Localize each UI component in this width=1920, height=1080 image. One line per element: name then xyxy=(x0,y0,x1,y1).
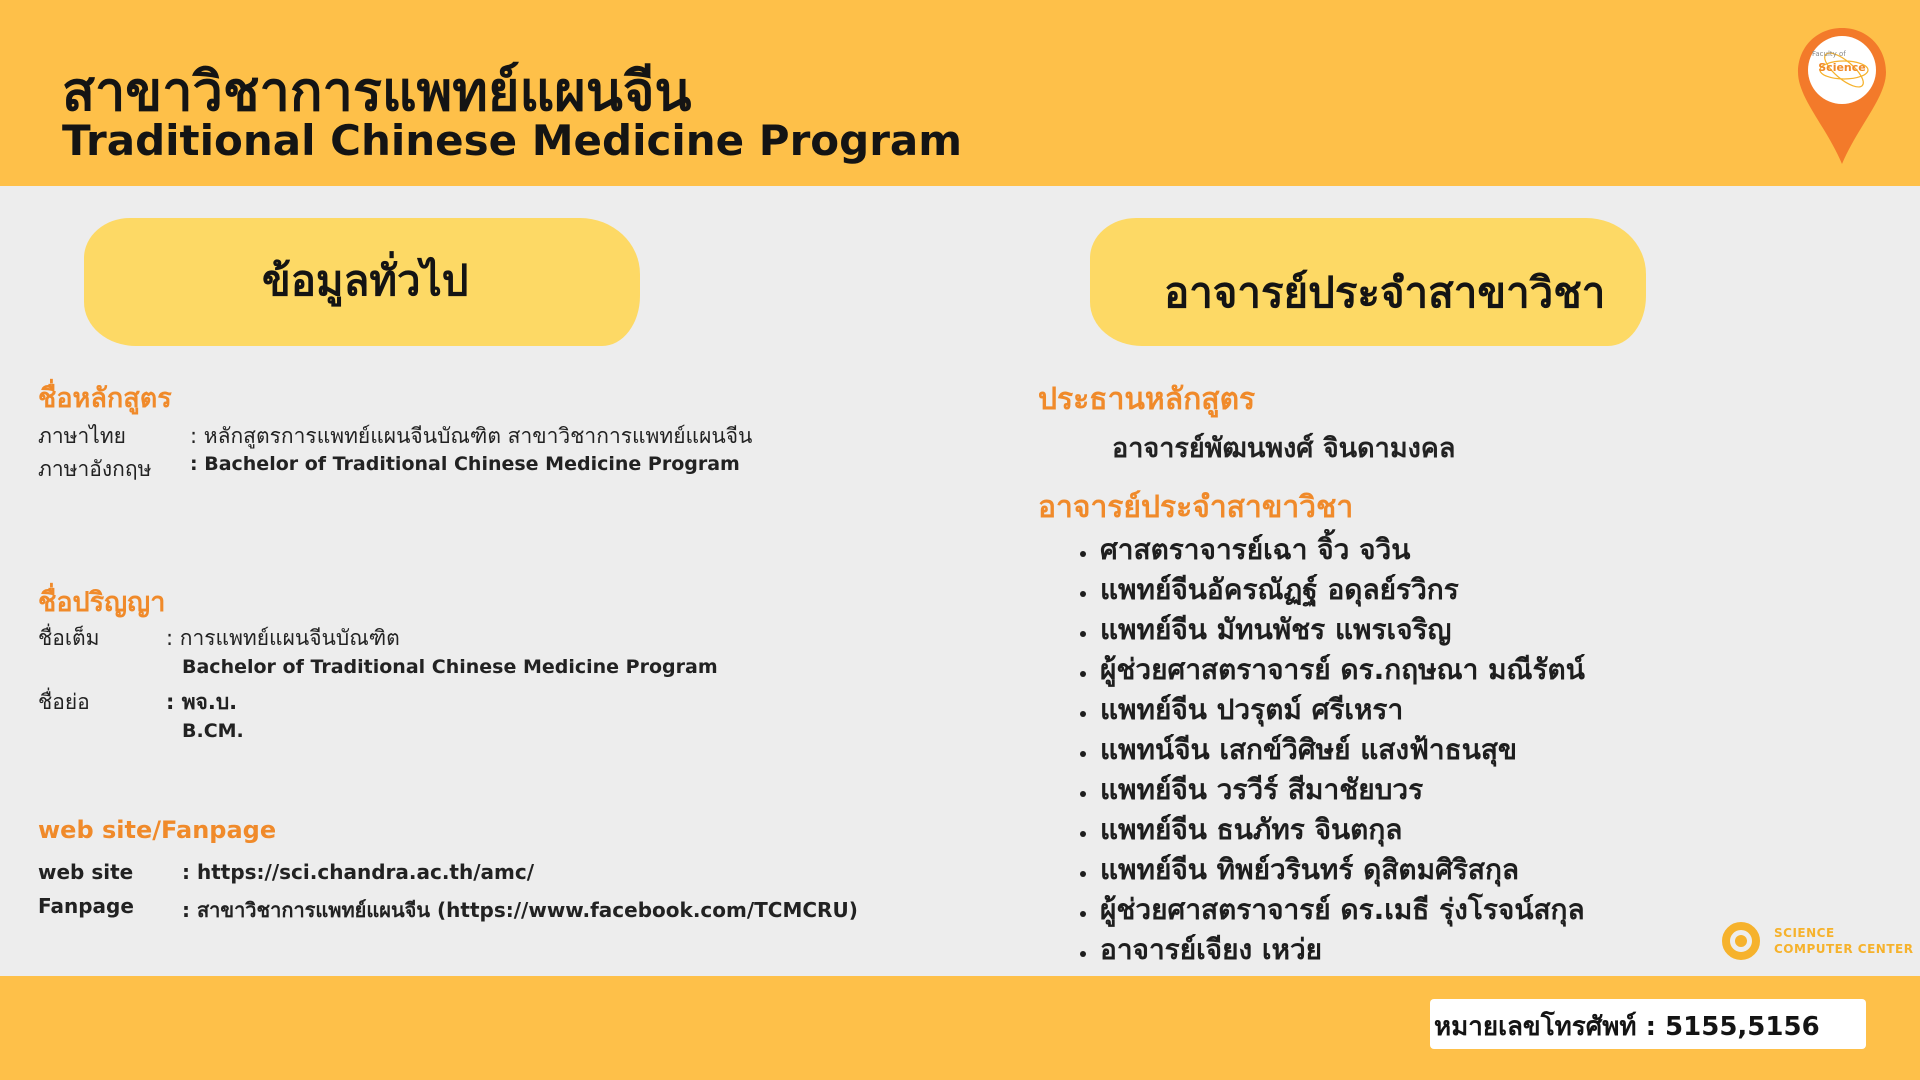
faculty-list xyxy=(1078,530,1585,970)
phone-number: หมายเลขโทรศัพท์ : 5155,5156 xyxy=(1434,1012,1820,1042)
english-name-value: : Bachelor of Traditional Chinese Medicine Program xyxy=(190,453,740,475)
general-info-title: ข้อมูลทั่วไป xyxy=(262,256,469,305)
list-item: ศาสตราจารย์เฉา จิ้ว จวิน xyxy=(1078,530,1585,570)
full-degree-value-thai: : การแพทย์แผนจีนบัณฑิต xyxy=(166,626,400,650)
logo-text: Science xyxy=(1818,61,1866,74)
website-label: web site xyxy=(38,860,134,884)
curriculum-name-heading: ชื่อหลักสูตร xyxy=(38,383,172,414)
list-item: แพทย์จีนอัครณัฏฐ์ อดุลย์รวิกร xyxy=(1078,570,1585,610)
page-title-thai: สาขาวิชาการแพทย์แผนจีน xyxy=(62,60,692,123)
english-name-label: ภาษาอังกฤษ xyxy=(38,457,152,481)
degree-name-heading: ชื่อปริญญา xyxy=(38,587,166,618)
list-item: ผู้ช่วยศาสตราจารย์ ดร.กฤษณา มณีรัตน์ xyxy=(1078,650,1585,690)
short-degree-label: ชื่อย่อ xyxy=(38,690,90,714)
page-title-english: Traditional Chinese Medicine Program xyxy=(62,116,963,165)
list-item: แพทย์จีน วรวีร์ สีมาชัยบวร xyxy=(1078,770,1585,810)
website-link[interactable]: : https://sci.chandra.ac.th/amc/ xyxy=(182,860,535,884)
full-degree-label: ชื่อเต็ม xyxy=(38,626,100,650)
list-item: แพทย์จีน มัทนพัชร แพรเจริญ xyxy=(1078,610,1585,650)
list-item: แพทย์จีน ทิพย์วรินทร์ ดุสิตมศิริสกุล xyxy=(1078,850,1585,890)
list-item: แพทย์จีน ธนภัทร จินตกุล xyxy=(1078,810,1585,850)
thai-name-value: : หลักสูตรการแพทย์แผนจีนบัณฑิต สาขาวิชาการแพทย์แผนจีน xyxy=(190,424,753,448)
chair-name: อาจารย์พัฒนพงศ์ จินดามงคล xyxy=(1112,433,1456,464)
logo-small-text: Faculty of xyxy=(1812,50,1846,58)
fanpage-link[interactable]: : สาขาวิชาการแพทย์แผนจีน (https://www.facebook.com/TCMCRU) xyxy=(182,898,858,922)
science-computer-center-logo xyxy=(1722,920,1912,974)
badge-line1: SCIENCE xyxy=(1774,926,1835,940)
links-heading: web site/Fanpage xyxy=(38,816,277,844)
chair-heading: ประธานหลักสูตร xyxy=(1038,382,1256,417)
list-item: ผู้ช่วยศาสตราจารย์ ดร.เมธี รุ่งโรจน์สกุล xyxy=(1078,890,1585,930)
list-item: แพทน์จีน เสกข์วิศิษย์ แสงฟ้าธนสุข xyxy=(1078,730,1585,770)
faculty-heading: อาจารย์ประจำสาขาวิชา xyxy=(1038,490,1354,525)
short-degree-value-thai: : พจ.บ. xyxy=(166,690,238,714)
badge-line2: COMPUTER CENTER xyxy=(1774,942,1914,956)
list-item: แพทย์จีน ปวรุตม์ ศรีเหรา xyxy=(1078,690,1585,730)
thai-name-label: ภาษาไทย xyxy=(38,424,126,448)
dot-icon xyxy=(1735,935,1747,947)
fanpage-label: Fanpage xyxy=(38,894,134,918)
faculty-section-title: อาจารย์ประจำสาขาวิชา xyxy=(1164,268,1606,317)
short-degree-value-english: B.CM. xyxy=(182,720,244,742)
location-pin-icon xyxy=(1796,26,1888,166)
list-item: อาจารย์เจียง เหว่ย xyxy=(1078,930,1585,970)
full-degree-value-english: Bachelor of Traditional Chinese Medicine Program xyxy=(182,656,718,678)
